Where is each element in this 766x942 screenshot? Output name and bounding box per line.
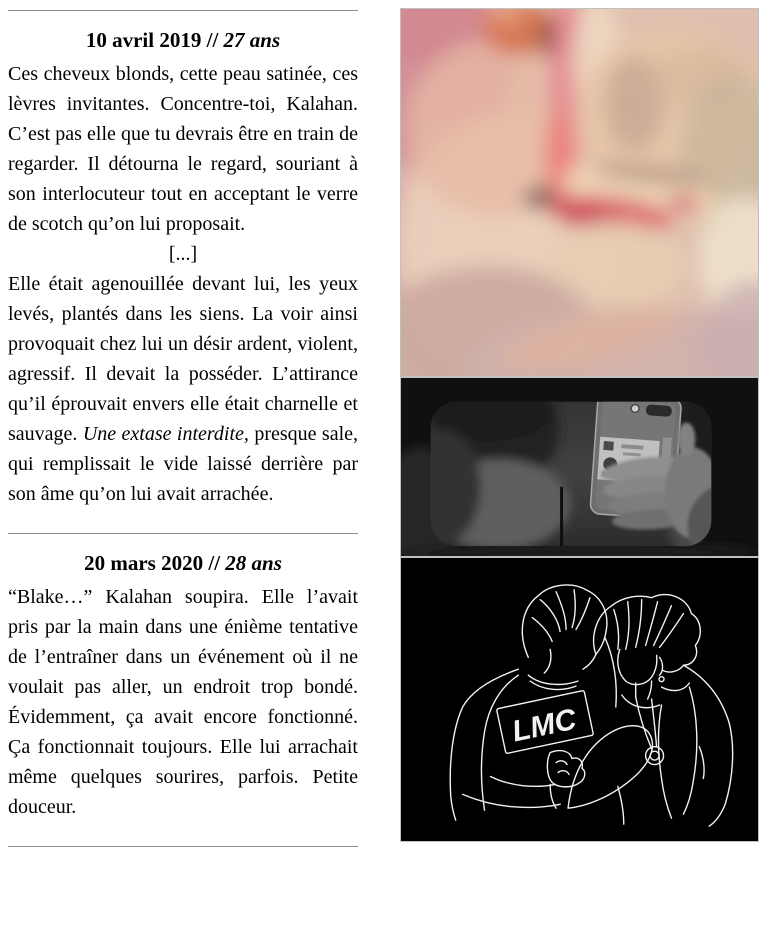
couple-lineart-image (400, 557, 759, 842)
lmc-card-label: LMC (509, 702, 580, 749)
entry-date: 20 mars 2020 (84, 551, 204, 575)
paragraph-text: , presque sale, qui remplissait le vide laissé derrière par son âme qu’on lui avait arrachée. (8, 423, 359, 505)
entry-date: 10 avril 2019 (85, 28, 202, 52)
date-age-separator: // (206, 28, 219, 52)
entry-paragraph: “Blake…” Kalahan soupira. Elle l’avait pris par la main dans une énième tentative de l’entraîner dans un événement où il ne voulait pas aller, un endroit trop bondé. Évidemment, ça avait encore fonctionné. Ça fonctionnait toujours. Elle lui arrachait même quelques sourires, parfois. Petite douceur. (8, 586, 358, 818)
lineart-canvas (401, 558, 758, 841)
image-column (400, 8, 759, 842)
entry-2019 (8, 27, 358, 509)
photo-canvas (401, 378, 758, 556)
entry-header-2020 (8, 550, 358, 576)
painting-canvas (401, 9, 758, 376)
entry-paragraph (8, 269, 358, 509)
paragraph-text: Elle était agenouillée devant lui, les yeux levés, plantés dans les siens. La voir ainsi provoquait chez lui un désir ardent, violent, agressif. Il devait la posséder. L’attirance qu’il éprouvait envers elle était charnelle et sauvage. (8, 273, 358, 445)
phone-camera (646, 404, 673, 417)
entry-header-2019 (8, 27, 358, 53)
phone-flash (631, 404, 639, 412)
mirror-selfie-image (400, 377, 759, 557)
divider-top (8, 10, 358, 11)
entry-age: 27 ans (223, 28, 281, 52)
divider-bottom (8, 846, 358, 847)
entry-2020 (8, 550, 358, 822)
text-column (8, 0, 358, 847)
paragraph-italic-phrase: Une extase interdite (82, 423, 244, 445)
divider-middle (8, 533, 358, 534)
entry-age: 28 ans (225, 551, 282, 575)
entry-paragraph: Ces cheveux blonds, cette peau satinée, ces lèvres invitantes. Concentre-toi, Kalahan. C’est pas elle que tu devrais être en train de regarder. Il détourna le regard, souriant à son interlocuteur tout en acceptant le verre de scotch qu’on lui proposait. (8, 63, 358, 235)
date-age-separator: // (208, 551, 221, 575)
painting-image (400, 8, 759, 377)
ellipsis-marker: [...] (168, 243, 198, 265)
